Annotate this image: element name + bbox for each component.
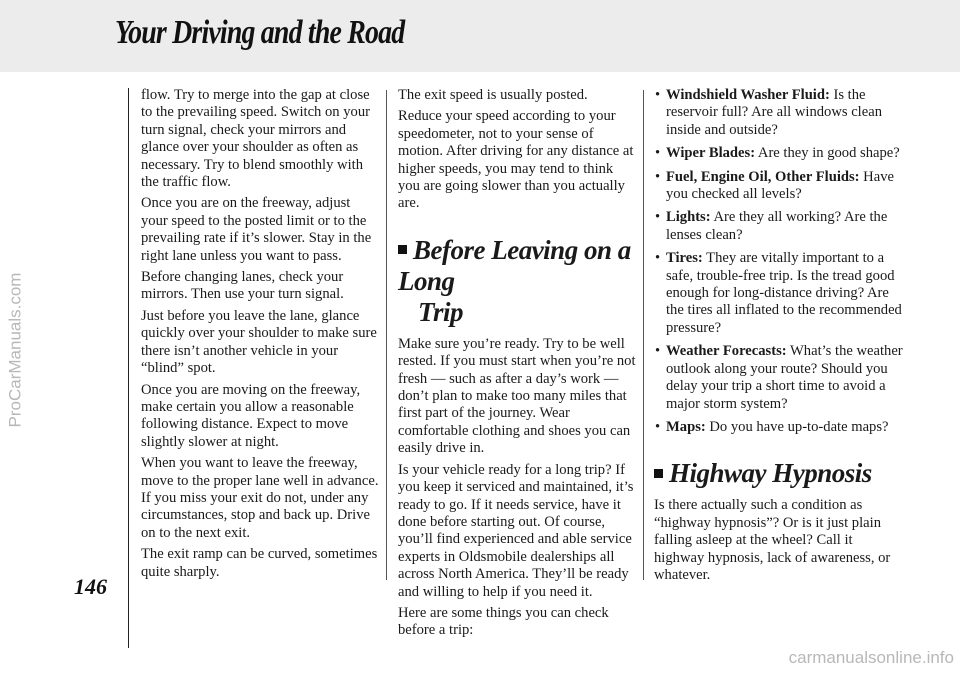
page-title: Your Driving and the Road [115,14,405,51]
side-watermark [4,140,26,560]
checklist-text: Do you have up-to-date maps? [705,418,889,435]
paragraph: Here are some things you can check before a trip: [398,604,609,639]
paragraph: The exit ramp can be curved, sometimes quite sharply. [141,546,378,580]
column-divider [386,90,387,580]
bullet-dot-icon: • [655,145,661,162]
checklist-text: Is the reservoir full? Are all windows clean inside and outside? [666,87,882,138]
page-number: 146 [74,574,107,599]
checklist-item [654,169,904,204]
column-divider [643,90,644,580]
checklist-item [654,343,904,413]
paragraph: flow. Try to merge into the gap at close to the prevailing speed. Switch on your turn signal, check your mirrors and glance over your shoulder as often as necessary. Try to blend smoothly with the traffic flow. [141,87,370,191]
checklist-label: Wiper Blades: [666,145,756,162]
heading-square-bullet-icon [398,245,407,254]
checklist-text: What’s the weather outlook along your route? Should you delay your trip a short time to avoid a major storm system? [666,343,903,412]
paragraph: Is there actually such a condition as “highway hypnosis”? Or is it just plain falling asleep at the wheel? Call it highway hypnosis, lack of awareness, or whatever. [654,497,891,583]
checklist-label: Fuel, Engine Oil, Other Fluids: [666,168,860,185]
section-heading-long-trip [398,235,636,328]
bullet-dot-icon: • [655,343,661,360]
gutter-rule [128,88,129,648]
heading-text: Highway Hypnosis [669,458,872,489]
paragraph: Once you are moving on the freeway, make certain you allow a reasonable following distance. Expect to move slightly slower at night. [141,381,361,450]
header-bar [0,0,960,72]
heading-line-2: Trip [418,296,463,327]
paragraph: Before changing lanes, check your mirrors. Then use your turn signal. [141,269,344,303]
checklist-text: Have you checked all levels? [666,168,894,203]
checklist-label: Lights: [666,209,711,226]
section-heading-highway-hypnosis [654,458,904,489]
bullet-dot-icon: • [655,87,661,103]
checklist-label: Tires: [666,250,703,267]
checklist-text: They are vitally important to a safe, trouble-free trip. Is the tread good enough for long-distance driving? Are the tires all inflated to the recommended pressure? [666,250,902,336]
checklist-item [654,419,904,436]
column-1 [141,87,379,585]
checklist-text: Are they all working? Are the lenses clean? [666,209,888,243]
paragraph: Reduce your speed according to your speedometer, not to your sense of motion. After driving for any distance at higher speeds, you may tend to think you are going slower than you actually are. [398,108,634,212]
paragraph: Make sure you’re ready. Try to be well rested. If you must start when you’re not fresh — such as after a day’s work — don’t plan to make too many miles that first part of the journey. Wear comfortable clothing and shoes you can easily drive in. [398,335,636,457]
heading-square-bullet-icon [654,469,663,478]
footer-watermark: carmanualsonline.info [788,648,954,667]
bullet-dot-icon: • [655,168,661,185]
bullet-dot-icon: • [655,418,661,435]
bullet-dot-icon: • [655,250,661,267]
checklist-item [654,87,904,139]
paragraph: Is your vehicle ready for a long trip? If you keep it serviced and maintained, it’s ready to go. If it needs service, have it done before starting out. Of course, you’ll find experienced and able service experts in Oldsmobile dealerships all across North America. They’ll be ready and willing to help if you need it. [398,461,634,600]
bullet-dot-icon: • [655,209,661,226]
checklist-label: Weather Forecasts: [666,343,787,360]
checklist-text: Are they in good shape? [755,145,900,162]
column-2 [398,87,636,644]
column-3 [654,87,904,588]
checklist-item [654,209,904,244]
paragraph: The exit speed is usually posted. [398,87,588,103]
checklist-label: Maps: [666,418,706,435]
checklist-item [654,145,904,162]
side-watermark-text: ProCarManuals.com [5,272,25,428]
paragraph: Once you are on the freeway, adjust your speed to the posted limit or to the prevailing rate if it’s slower. Stay in the right lane unless you want to pass. [141,195,372,264]
paragraph: Just before you leave the lane, glance quickly over your shoulder to make sure there isn’t another vehicle in your “blind” spot. [141,307,377,377]
paragraph: When you want to leave the freeway, move to the proper lane well in advance. If you miss your exit do not, under any circumstances, stop and back up. Drive on to the next exit. [141,455,379,541]
checklist-label: Windshield Washer Fluid: [666,87,830,103]
heading-line-1: Before Leaving on a Long [398,234,631,296]
checklist-item [654,250,904,337]
